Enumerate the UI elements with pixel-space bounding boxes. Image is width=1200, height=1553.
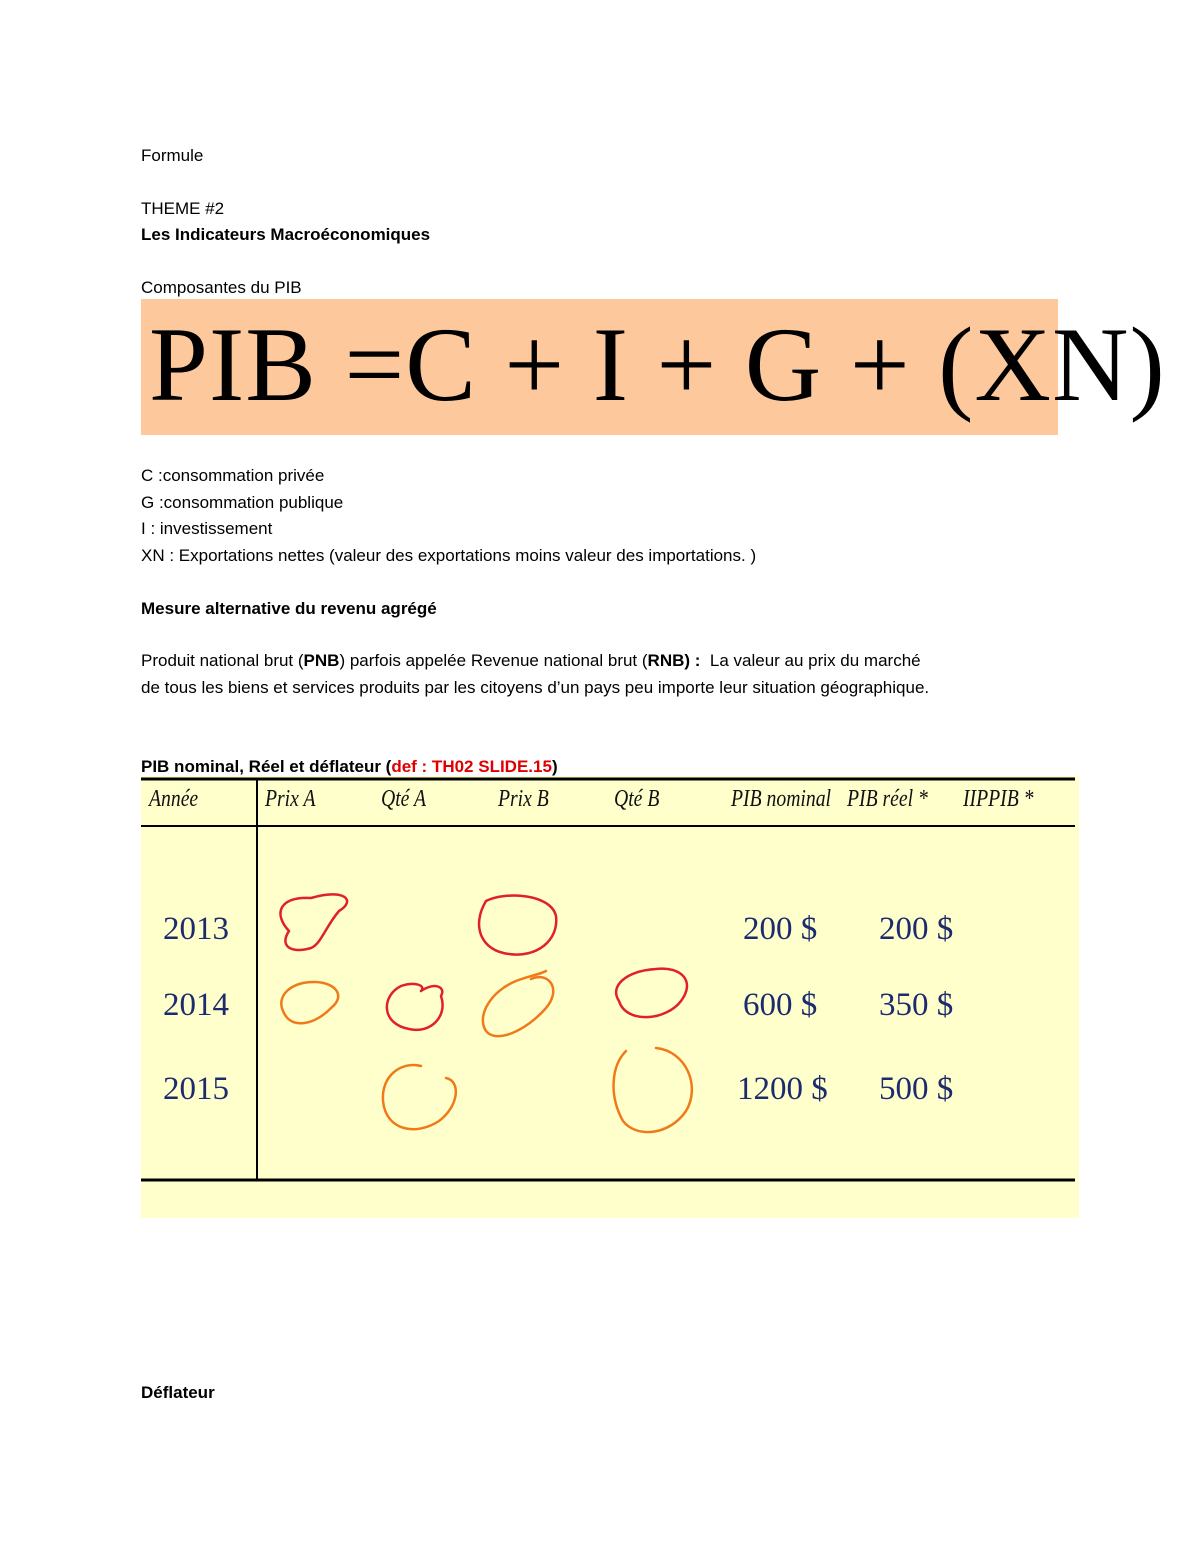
rnb-abbr: RNB bbox=[647, 651, 685, 670]
pnb-prefix: Produit national brut ( bbox=[141, 651, 304, 670]
circle-2015-qte-b bbox=[614, 1048, 692, 1132]
row-2014-year: 2014 bbox=[163, 987, 229, 1023]
rnb-suffix: ) : bbox=[684, 651, 701, 670]
definition-c: C :consommation privée bbox=[141, 466, 325, 485]
hand-drawn-circles bbox=[280, 894, 691, 1132]
circle-2014-prix-a bbox=[281, 982, 338, 1023]
col-header-prix-a: Prix A bbox=[265, 786, 316, 812]
col-header-prix-b: Prix B bbox=[498, 786, 549, 812]
col-header-qte-b: Qté B bbox=[614, 786, 660, 812]
col-header-qte-a: Qté A bbox=[381, 786, 427, 812]
doc-title: Les Indicateurs Macroéconomiques bbox=[141, 225, 431, 244]
col-header-pib-reel: PIB réel * bbox=[847, 786, 928, 812]
pnb-def-1: La valeur au prix du marché bbox=[700, 651, 921, 670]
circle-2013-prix-a bbox=[280, 894, 347, 950]
row-2013-year: 2013 bbox=[163, 911, 229, 947]
pnb-def-2: de tous les biens et services produits par les citoyens d’un pays peu importe leur situation géographique. bbox=[141, 678, 930, 697]
table-heading bbox=[141, 756, 558, 778]
circle-2015-qte-a bbox=[383, 1065, 456, 1129]
row-2014-reel: 350 $ bbox=[879, 987, 954, 1023]
pnb-paragraph-line-1 bbox=[141, 650, 921, 672]
pib-formula: PIB =C + I + G + (XN) bbox=[149, 306, 1166, 423]
definition-xn: XN : Exportations nettes (valeur des exportations moins valeur des importations. ) bbox=[141, 546, 757, 565]
col-header-iippib: IIPPIB * bbox=[963, 786, 1034, 812]
row-2014-nominal: 600 $ bbox=[743, 987, 818, 1023]
col-header-annee: Année bbox=[149, 786, 199, 812]
row-2013-nominal: 200 $ bbox=[743, 911, 818, 947]
col-header-pib-nominal: PIB nominal bbox=[731, 786, 832, 812]
definition-g: G :consommation publique bbox=[141, 493, 344, 512]
circle-2014-qte-b bbox=[616, 969, 687, 1018]
theme-label: THEME #2 bbox=[141, 199, 225, 218]
composantes-label: Composantes du PIB bbox=[141, 278, 302, 297]
row-2015-year: 2015 bbox=[163, 1071, 229, 1107]
row-2015-nominal: 1200 $ bbox=[737, 1071, 828, 1107]
row-2015-reel: 500 $ bbox=[879, 1071, 954, 1107]
circle-2014-qte-a bbox=[387, 984, 443, 1030]
table-heading-suffix: ) bbox=[551, 757, 558, 776]
mesure-heading: Mesure alternative du revenu agrégé bbox=[141, 599, 437, 618]
table-heading-ref: def : TH02 SLIDE.15 bbox=[391, 757, 552, 776]
circle-2013-prix-b bbox=[479, 896, 556, 955]
deflateur-heading: Déflateur bbox=[141, 1383, 215, 1402]
doc-label-formule: Formule bbox=[141, 146, 204, 165]
pnb-abbr: PNB bbox=[303, 651, 340, 670]
table-heading-prefix: PIB nominal, Réel et déflateur ( bbox=[141, 757, 392, 776]
row-2013-reel: 200 $ bbox=[879, 911, 954, 947]
gdp-table bbox=[141, 776, 1079, 1218]
circle-2014-prix-b bbox=[483, 971, 553, 1036]
pnb-mid: ) parfois appelée Revenue national brut ( bbox=[339, 651, 648, 670]
definition-i: I : investissement bbox=[141, 519, 273, 538]
pib-formula-box bbox=[141, 299, 1166, 435]
